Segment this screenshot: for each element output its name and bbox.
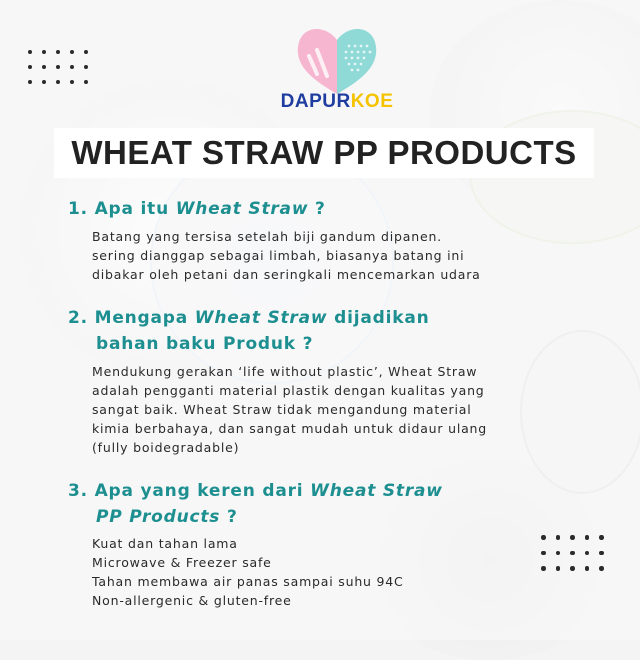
dot-grid-icon — [541, 535, 604, 571]
question-1: 1. Apa itu Wheat Straw ? — [68, 199, 326, 219]
answer-line: sering dianggap sebagai limbah, biasanya batang ini — [92, 248, 465, 263]
question-2: 2. Mengapa Wheat Straw dijadikan bahan baku Produk ? — [68, 308, 430, 354]
question-3: 3. Apa yang keren dari Wheat Straw PP Products ? — [68, 481, 443, 527]
list-item: Microwave & Freezer safe — [92, 555, 272, 570]
answer-1 — [92, 227, 481, 284]
list-item: Non-allergenic & gluten-free — [92, 593, 292, 608]
answer-line: (fully boidegradable) — [92, 440, 240, 455]
answer-2 — [92, 362, 487, 457]
answer-3 — [92, 534, 404, 610]
answer-line: kimia berbahaya, dan sangat mudah untuk didaur ulang — [92, 421, 488, 436]
list-item: Kuat dan tahan lama — [92, 536, 238, 551]
answer-line: dibakar oleh petani dan seringkali mencemarkan udara — [92, 267, 481, 282]
answer-line: Mendukung gerakan ‘life without plastic’, Wheat Straw — [92, 364, 478, 379]
answer-line: adalah pengganti material plastik dengan kualitas yang — [92, 383, 485, 398]
page-title: WHEAT STRAW PP PRODUCTS — [54, 128, 594, 178]
answer-line: Batang yang tersisa setelah biji gandum dipanen. — [92, 229, 442, 244]
dot-grid-icon — [28, 50, 88, 84]
answer-line: sangat baik. Wheat Straw tidak mengandung material — [92, 402, 472, 417]
list-item: Tahan membawa air panas sampai suhu 94C — [92, 574, 404, 589]
brand-name: DAPURKOE — [280, 91, 394, 112]
